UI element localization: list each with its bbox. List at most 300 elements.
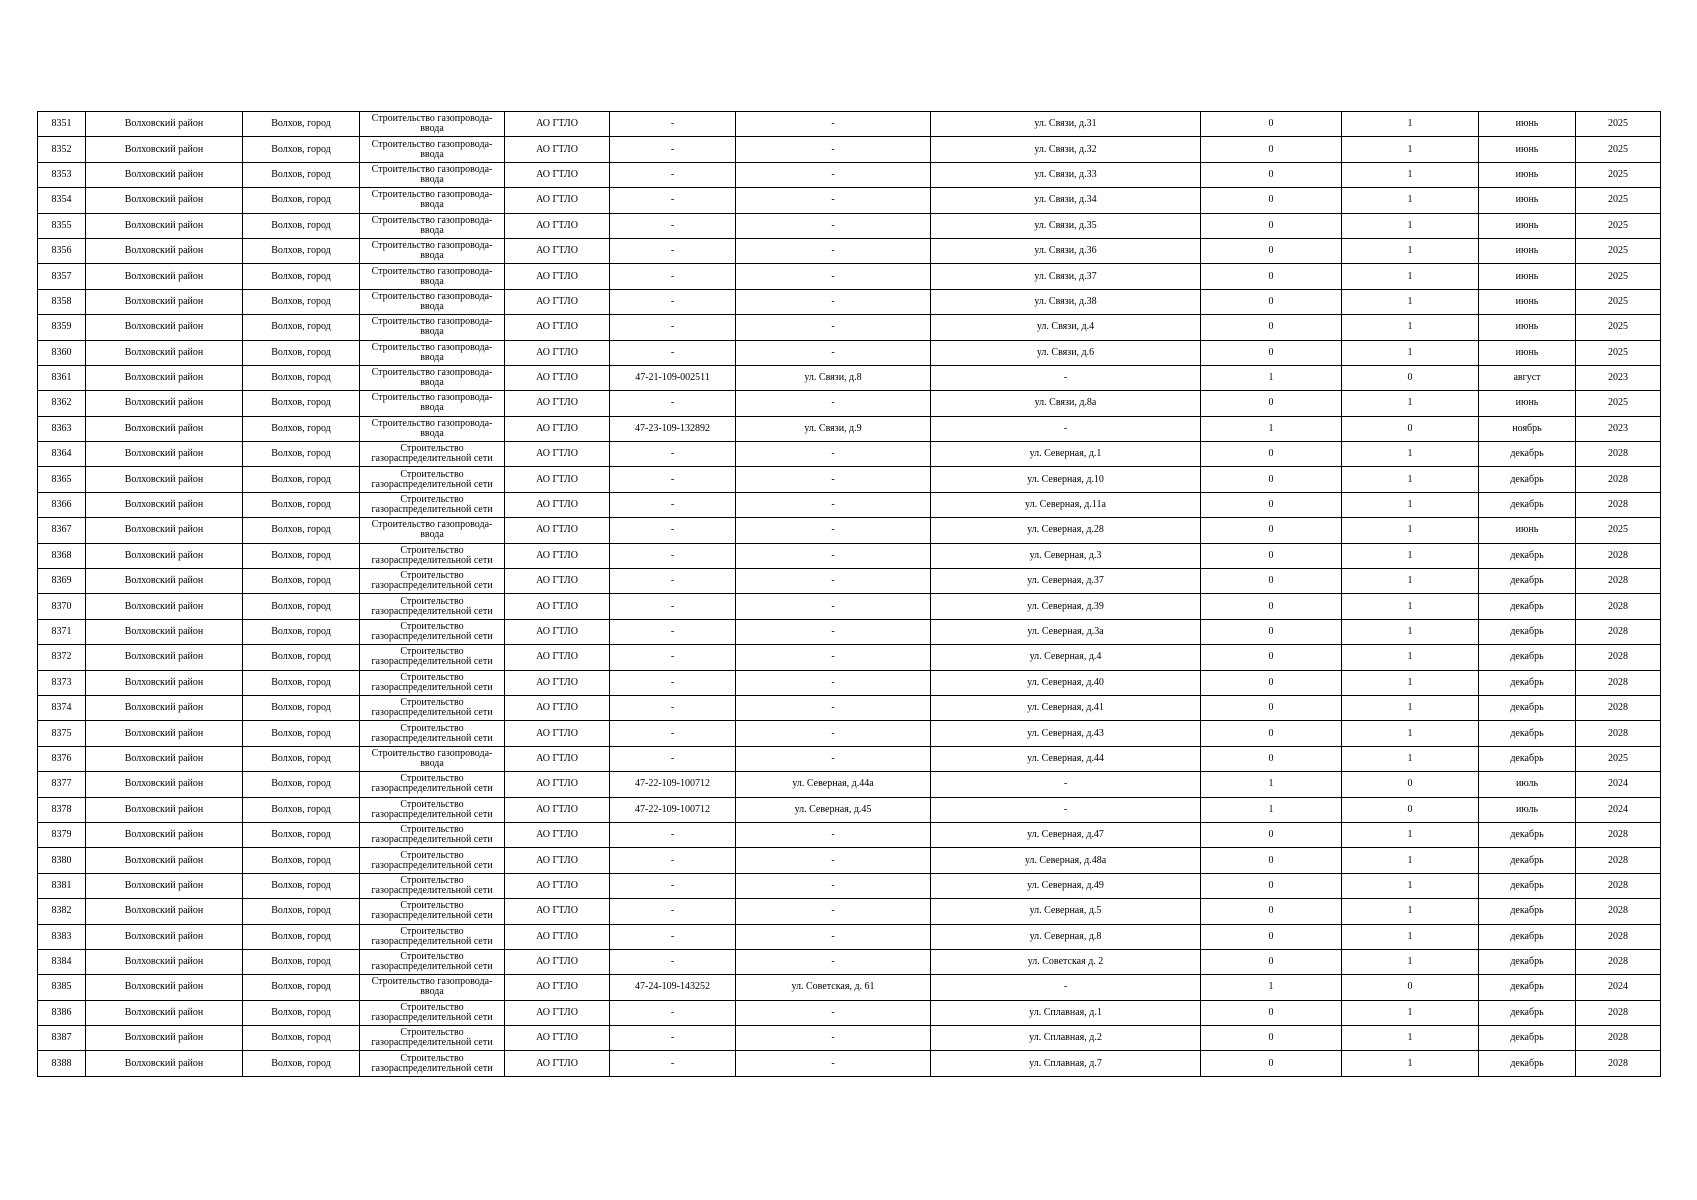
cell-address-planned: ул. Северная, д.5 — [931, 899, 1201, 924]
cell-year: 2028 — [1576, 442, 1661, 467]
cell-settlement: Волхов, город — [243, 1026, 360, 1051]
cell-organization: АО ГТЛО — [505, 365, 610, 390]
cell-organization: АО ГТЛО — [505, 619, 610, 644]
cell-planned-flag: 1 — [1342, 822, 1479, 847]
cell-planned-flag: 1 — [1342, 315, 1479, 340]
cell-settlement: Волхов, город — [243, 924, 360, 949]
table-row — [38, 594, 1661, 619]
cell-district: Волховский район — [86, 873, 243, 898]
cell-settlement: Волхов, город — [243, 289, 360, 314]
cell-work-type: Строительство газораспределительной сети — [360, 695, 505, 720]
cell-district: Волховский район — [86, 162, 243, 187]
cell-settlement: Волхов, город — [243, 492, 360, 517]
cell-year: 2028 — [1576, 924, 1661, 949]
cell-planned-flag: 1 — [1342, 518, 1479, 543]
cell-district: Волховский район — [86, 975, 243, 1000]
cell-settlement: Волхов, город — [243, 188, 360, 213]
cell-planned-flag: 1 — [1342, 340, 1479, 365]
cell-row-number: 8375 — [38, 721, 86, 746]
cell-settlement: Волхов, город — [243, 822, 360, 847]
cell-connected-flag: 0 — [1201, 188, 1342, 213]
cell-month: декабрь — [1479, 670, 1576, 695]
cell-cadastral-number: - — [610, 112, 736, 137]
cell-planned-flag: 1 — [1342, 289, 1479, 314]
cell-cadastral-number: - — [610, 949, 736, 974]
cell-settlement: Волхов, город — [243, 645, 360, 670]
cell-address-connected: ул. Связи, д.9 — [736, 416, 931, 441]
cell-row-number: 8353 — [38, 162, 86, 187]
cell-planned-flag: 1 — [1342, 543, 1479, 568]
cell-organization: АО ГТЛО — [505, 340, 610, 365]
cell-planned-flag: 1 — [1342, 619, 1479, 644]
cell-address-connected: - — [736, 695, 931, 720]
cell-row-number: 8376 — [38, 746, 86, 771]
cell-work-type: Строительство газопровода-ввода — [360, 391, 505, 416]
cell-month: декабрь — [1479, 645, 1576, 670]
cell-year: 2028 — [1576, 467, 1661, 492]
cell-address-planned: ул. Северная, д.48а — [931, 848, 1201, 873]
table-row — [38, 1026, 1661, 1051]
cell-connected-flag: 0 — [1201, 695, 1342, 720]
cell-settlement: Волхов, город — [243, 899, 360, 924]
cell-organization: АО ГТЛО — [505, 873, 610, 898]
cell-connected-flag: 0 — [1201, 467, 1342, 492]
cell-row-number: 8360 — [38, 340, 86, 365]
cell-district: Волховский район — [86, 772, 243, 797]
cell-month: декабрь — [1479, 822, 1576, 847]
table-row — [38, 238, 1661, 263]
table-row — [38, 797, 1661, 822]
cell-work-type: Строительство газопровода-ввода — [360, 213, 505, 238]
cell-address-connected: - — [736, 1026, 931, 1051]
cell-work-type: Строительство газораспределительной сети — [360, 670, 505, 695]
cell-cadastral-number: - — [610, 391, 736, 416]
cell-planned-flag: 1 — [1342, 1026, 1479, 1051]
cell-district: Волховский район — [86, 467, 243, 492]
cell-address-connected: - — [736, 1051, 931, 1076]
cell-month: июль — [1479, 772, 1576, 797]
cell-address-planned: ул. Связи, д.32 — [931, 137, 1201, 162]
cell-district: Волховский район — [86, 670, 243, 695]
cell-address-planned: ул. Северная, д.28 — [931, 518, 1201, 543]
cell-cadastral-number: - — [610, 467, 736, 492]
cell-district: Волховский район — [86, 264, 243, 289]
cell-address-connected: - — [736, 645, 931, 670]
cell-settlement: Волхов, город — [243, 543, 360, 568]
cell-address-connected: ул. Связи, д.8 — [736, 365, 931, 390]
cell-organization: АО ГТЛО — [505, 822, 610, 847]
cell-organization: АО ГТЛО — [505, 492, 610, 517]
cell-organization: АО ГТЛО — [505, 848, 610, 873]
cell-address-planned: ул. Советская д. 2 — [931, 949, 1201, 974]
cell-month: июнь — [1479, 137, 1576, 162]
table-row — [38, 416, 1661, 441]
cell-year: 2028 — [1576, 1051, 1661, 1076]
cell-organization: АО ГТЛО — [505, 746, 610, 771]
cell-district: Волховский район — [86, 797, 243, 822]
cell-organization: АО ГТЛО — [505, 137, 610, 162]
cell-address-planned: - — [931, 975, 1201, 1000]
cell-work-type: Строительство газопровода-ввода — [360, 137, 505, 162]
cell-connected-flag: 0 — [1201, 594, 1342, 619]
cell-organization: АО ГТЛО — [505, 695, 610, 720]
cell-address-planned: ул. Северная, д.40 — [931, 670, 1201, 695]
cell-row-number: 8363 — [38, 416, 86, 441]
cell-address-planned: ул. Связи, д.4 — [931, 315, 1201, 340]
cell-month: июнь — [1479, 518, 1576, 543]
cell-organization: АО ГТЛО — [505, 543, 610, 568]
cell-settlement: Волхов, город — [243, 1051, 360, 1076]
cell-month: июнь — [1479, 112, 1576, 137]
cell-address-connected: - — [736, 112, 931, 137]
cell-row-number: 8374 — [38, 695, 86, 720]
cell-year: 2028 — [1576, 695, 1661, 720]
cell-address-connected: - — [736, 264, 931, 289]
cell-month: декабрь — [1479, 1026, 1576, 1051]
table-row — [38, 873, 1661, 898]
table-row — [38, 264, 1661, 289]
cell-address-connected: - — [736, 670, 931, 695]
cell-planned-flag: 0 — [1342, 797, 1479, 822]
cell-year: 2028 — [1576, 594, 1661, 619]
table-row — [38, 848, 1661, 873]
cell-connected-flag: 1 — [1201, 772, 1342, 797]
cell-settlement: Волхов, город — [243, 772, 360, 797]
cell-month: декабрь — [1479, 594, 1576, 619]
cell-cadastral-number: - — [610, 619, 736, 644]
cell-year: 2025 — [1576, 315, 1661, 340]
cell-planned-flag: 1 — [1342, 949, 1479, 974]
cell-address-planned: ул. Северная, д.11а — [931, 492, 1201, 517]
cell-connected-flag: 0 — [1201, 746, 1342, 771]
cell-district: Волховский район — [86, 391, 243, 416]
cell-address-connected: - — [736, 746, 931, 771]
cell-address-connected: - — [736, 619, 931, 644]
cell-row-number: 8358 — [38, 289, 86, 314]
cell-district: Волховский район — [86, 594, 243, 619]
cell-district: Волховский район — [86, 365, 243, 390]
cell-year: 2028 — [1576, 670, 1661, 695]
cell-connected-flag: 0 — [1201, 543, 1342, 568]
cell-row-number: 8382 — [38, 899, 86, 924]
cell-connected-flag: 1 — [1201, 416, 1342, 441]
cell-address-planned: ул. Связи, д.37 — [931, 264, 1201, 289]
cell-planned-flag: 1 — [1342, 848, 1479, 873]
table-row — [38, 442, 1661, 467]
cell-address-connected: - — [736, 848, 931, 873]
cell-row-number: 8356 — [38, 238, 86, 263]
cell-district: Волховский район — [86, 1000, 243, 1025]
cell-settlement: Волхов, город — [243, 518, 360, 543]
cell-row-number: 8381 — [38, 873, 86, 898]
cell-connected-flag: 0 — [1201, 721, 1342, 746]
cell-organization: АО ГТЛО — [505, 569, 610, 594]
table-row — [38, 137, 1661, 162]
cell-settlement: Волхов, город — [243, 137, 360, 162]
cell-work-type: Строительство газораспределительной сети — [360, 442, 505, 467]
cell-settlement: Волхов, город — [243, 112, 360, 137]
cell-work-type: Строительство газопровода-ввода — [360, 188, 505, 213]
cell-district: Волховский район — [86, 289, 243, 314]
cell-year: 2028 — [1576, 569, 1661, 594]
cell-settlement: Волхов, город — [243, 619, 360, 644]
table-row — [38, 975, 1661, 1000]
cell-district: Волховский район — [86, 1026, 243, 1051]
table-row — [38, 822, 1661, 847]
cell-row-number: 8371 — [38, 619, 86, 644]
cell-cadastral-number: - — [610, 518, 736, 543]
cell-settlement: Волхов, город — [243, 238, 360, 263]
cell-work-type: Строительство газораспределительной сети — [360, 492, 505, 517]
cell-address-planned: ул. Сплавная, д.1 — [931, 1000, 1201, 1025]
cell-address-planned: ул. Связи, д.35 — [931, 213, 1201, 238]
cell-district: Волховский район — [86, 822, 243, 847]
table-row — [38, 112, 1661, 137]
cell-row-number: 8386 — [38, 1000, 86, 1025]
cell-work-type: Строительство газопровода-ввода — [360, 340, 505, 365]
cell-settlement: Волхов, город — [243, 670, 360, 695]
cell-year: 2028 — [1576, 822, 1661, 847]
cell-district: Волховский район — [86, 949, 243, 974]
cell-address-connected: - — [736, 188, 931, 213]
cell-address-planned: ул. Северная, д.39 — [931, 594, 1201, 619]
cell-connected-flag: 0 — [1201, 1026, 1342, 1051]
cell-row-number: 8355 — [38, 213, 86, 238]
cell-cadastral-number: - — [610, 1026, 736, 1051]
cell-address-planned: ул. Связи, д.8а — [931, 391, 1201, 416]
cell-planned-flag: 1 — [1342, 645, 1479, 670]
cell-row-number: 8351 — [38, 112, 86, 137]
cell-settlement: Волхов, город — [243, 569, 360, 594]
cell-settlement: Волхов, город — [243, 797, 360, 822]
cell-address-planned: ул. Сплавная, д.2 — [931, 1026, 1201, 1051]
cell-month: декабрь — [1479, 569, 1576, 594]
cell-connected-flag: 0 — [1201, 492, 1342, 517]
cell-year: 2028 — [1576, 619, 1661, 644]
cell-organization: АО ГТЛО — [505, 442, 610, 467]
cell-organization: АО ГТЛО — [505, 670, 610, 695]
cell-district: Волховский район — [86, 543, 243, 568]
cell-settlement: Волхов, город — [243, 1000, 360, 1025]
cell-address-connected: ул. Северная, д.45 — [736, 797, 931, 822]
cell-planned-flag: 0 — [1342, 365, 1479, 390]
cell-connected-flag: 0 — [1201, 949, 1342, 974]
cell-organization: АО ГТЛО — [505, 188, 610, 213]
cell-connected-flag: 0 — [1201, 315, 1342, 340]
cell-month: август — [1479, 365, 1576, 390]
cell-planned-flag: 1 — [1342, 873, 1479, 898]
cell-organization: АО ГТЛО — [505, 899, 610, 924]
cell-cadastral-number: - — [610, 848, 736, 873]
table-row — [38, 188, 1661, 213]
cell-address-planned: ул. Северная, д.47 — [931, 822, 1201, 847]
cell-month: декабрь — [1479, 492, 1576, 517]
cell-year: 2028 — [1576, 899, 1661, 924]
cell-address-planned: - — [931, 365, 1201, 390]
cell-address-planned: ул. Связи, д.31 — [931, 112, 1201, 137]
cell-district: Волховский район — [86, 213, 243, 238]
cell-organization: АО ГТЛО — [505, 949, 610, 974]
cell-address-planned: ул. Северная, д.37 — [931, 569, 1201, 594]
cell-year: 2028 — [1576, 645, 1661, 670]
cell-address-planned: ул. Северная, д.43 — [931, 721, 1201, 746]
cell-work-type: Строительство газопровода-ввода — [360, 162, 505, 187]
cell-year: 2024 — [1576, 772, 1661, 797]
table-row — [38, 543, 1661, 568]
cell-connected-flag: 0 — [1201, 569, 1342, 594]
cell-district: Волховский район — [86, 899, 243, 924]
cell-organization: АО ГТЛО — [505, 518, 610, 543]
cell-address-connected: - — [736, 924, 931, 949]
cell-row-number: 8377 — [38, 772, 86, 797]
cell-month: июнь — [1479, 391, 1576, 416]
cell-address-connected: - — [736, 518, 931, 543]
cell-organization: АО ГТЛО — [505, 213, 610, 238]
cell-settlement: Волхов, город — [243, 213, 360, 238]
cell-address-connected: - — [736, 569, 931, 594]
cell-district: Волховский район — [86, 238, 243, 263]
cell-work-type: Строительство газопровода-ввода — [360, 238, 505, 263]
cell-address-planned: ул. Северная, д.1 — [931, 442, 1201, 467]
table-row — [38, 289, 1661, 314]
cell-address-connected: - — [736, 467, 931, 492]
cell-month: ноябрь — [1479, 416, 1576, 441]
cell-year: 2025 — [1576, 137, 1661, 162]
cell-address-planned: ул. Связи, д.34 — [931, 188, 1201, 213]
cell-district: Волховский район — [86, 645, 243, 670]
cell-cadastral-number: - — [610, 645, 736, 670]
table-row — [38, 492, 1661, 517]
cell-month: июнь — [1479, 315, 1576, 340]
cell-cadastral-number: - — [610, 264, 736, 289]
cell-district: Волховский район — [86, 112, 243, 137]
table-row — [38, 365, 1661, 390]
cell-work-type: Строительство газораспределительной сети — [360, 772, 505, 797]
table-row — [38, 746, 1661, 771]
cell-address-planned: ул. Северная, д.3а — [931, 619, 1201, 644]
cell-address-planned: ул. Связи, д.6 — [931, 340, 1201, 365]
cell-district: Волховский район — [86, 188, 243, 213]
cell-month: декабрь — [1479, 924, 1576, 949]
table-row — [38, 670, 1661, 695]
cell-year: 2025 — [1576, 391, 1661, 416]
cell-planned-flag: 1 — [1342, 1000, 1479, 1025]
cell-month: июнь — [1479, 238, 1576, 263]
cell-address-connected: - — [736, 822, 931, 847]
cell-connected-flag: 0 — [1201, 619, 1342, 644]
cell-organization: АО ГТЛО — [505, 264, 610, 289]
cell-address-connected: - — [736, 899, 931, 924]
cell-address-connected: - — [736, 162, 931, 187]
table-row — [38, 721, 1661, 746]
cell-cadastral-number: - — [610, 137, 736, 162]
cell-organization: АО ГТЛО — [505, 1026, 610, 1051]
table-row — [38, 924, 1661, 949]
table-row — [38, 315, 1661, 340]
cell-address-connected: - — [736, 594, 931, 619]
cell-work-type: Строительство газораспределительной сети — [360, 1000, 505, 1025]
cell-row-number: 8378 — [38, 797, 86, 822]
cell-row-number: 8385 — [38, 975, 86, 1000]
cell-month: декабрь — [1479, 619, 1576, 644]
cell-planned-flag: 1 — [1342, 442, 1479, 467]
cell-connected-flag: 0 — [1201, 670, 1342, 695]
cell-cadastral-number: - — [610, 340, 736, 365]
cell-planned-flag: 1 — [1342, 899, 1479, 924]
cell-cadastral-number: 47-22-109-100712 — [610, 797, 736, 822]
cell-work-type: Строительство газораспределительной сети — [360, 924, 505, 949]
cell-settlement: Волхов, город — [243, 975, 360, 1000]
cell-organization: АО ГТЛО — [505, 924, 610, 949]
cell-planned-flag: 1 — [1342, 188, 1479, 213]
cell-row-number: 8361 — [38, 365, 86, 390]
cell-work-type: Строительство газораспределительной сети — [360, 797, 505, 822]
cell-organization: АО ГТЛО — [505, 975, 610, 1000]
cell-year: 2028 — [1576, 1026, 1661, 1051]
cell-connected-flag: 0 — [1201, 238, 1342, 263]
cell-district: Волховский район — [86, 695, 243, 720]
cell-row-number: 8365 — [38, 467, 86, 492]
cell-district: Волховский район — [86, 924, 243, 949]
cell-year: 2025 — [1576, 746, 1661, 771]
table-row — [38, 1051, 1661, 1076]
cell-cadastral-number: - — [610, 594, 736, 619]
table-row — [38, 213, 1661, 238]
table-row — [38, 949, 1661, 974]
cell-work-type: Строительство газораспределительной сети — [360, 873, 505, 898]
cell-address-connected: - — [736, 340, 931, 365]
cell-connected-flag: 0 — [1201, 822, 1342, 847]
cell-cadastral-number: - — [610, 1051, 736, 1076]
cell-district: Волховский район — [86, 492, 243, 517]
cell-settlement: Волхов, город — [243, 695, 360, 720]
cell-cadastral-number: - — [610, 924, 736, 949]
cell-connected-flag: 0 — [1201, 645, 1342, 670]
cell-month: декабрь — [1479, 1051, 1576, 1076]
cell-planned-flag: 0 — [1342, 772, 1479, 797]
cell-address-connected: - — [736, 949, 931, 974]
cell-cadastral-number: - — [610, 670, 736, 695]
cell-address-connected: - — [736, 213, 931, 238]
cell-address-connected: - — [736, 315, 931, 340]
table-row — [38, 695, 1661, 720]
table-row — [38, 569, 1661, 594]
cell-district: Волховский район — [86, 416, 243, 441]
cell-district: Волховский район — [86, 721, 243, 746]
cell-address-connected: - — [736, 238, 931, 263]
cell-month: июнь — [1479, 162, 1576, 187]
cell-row-number: 8364 — [38, 442, 86, 467]
cell-address-planned: ул. Связи, д.33 — [931, 162, 1201, 187]
cell-address-planned: ул. Сплавная, д.7 — [931, 1051, 1201, 1076]
cell-cadastral-number: - — [610, 822, 736, 847]
cell-address-connected: - — [736, 442, 931, 467]
cell-connected-flag: 0 — [1201, 391, 1342, 416]
cell-planned-flag: 0 — [1342, 416, 1479, 441]
cell-district: Волховский район — [86, 619, 243, 644]
table-row — [38, 467, 1661, 492]
cell-cadastral-number: - — [610, 188, 736, 213]
cell-work-type: Строительство газопровода-ввода — [360, 746, 505, 771]
cell-year: 2023 — [1576, 365, 1661, 390]
cell-cadastral-number: 47-22-109-100712 — [610, 772, 736, 797]
cell-connected-flag: 0 — [1201, 213, 1342, 238]
cell-settlement: Волхов, город — [243, 391, 360, 416]
cell-organization: АО ГТЛО — [505, 289, 610, 314]
cell-organization: АО ГТЛО — [505, 1000, 610, 1025]
cell-connected-flag: 0 — [1201, 162, 1342, 187]
cell-row-number: 8369 — [38, 569, 86, 594]
